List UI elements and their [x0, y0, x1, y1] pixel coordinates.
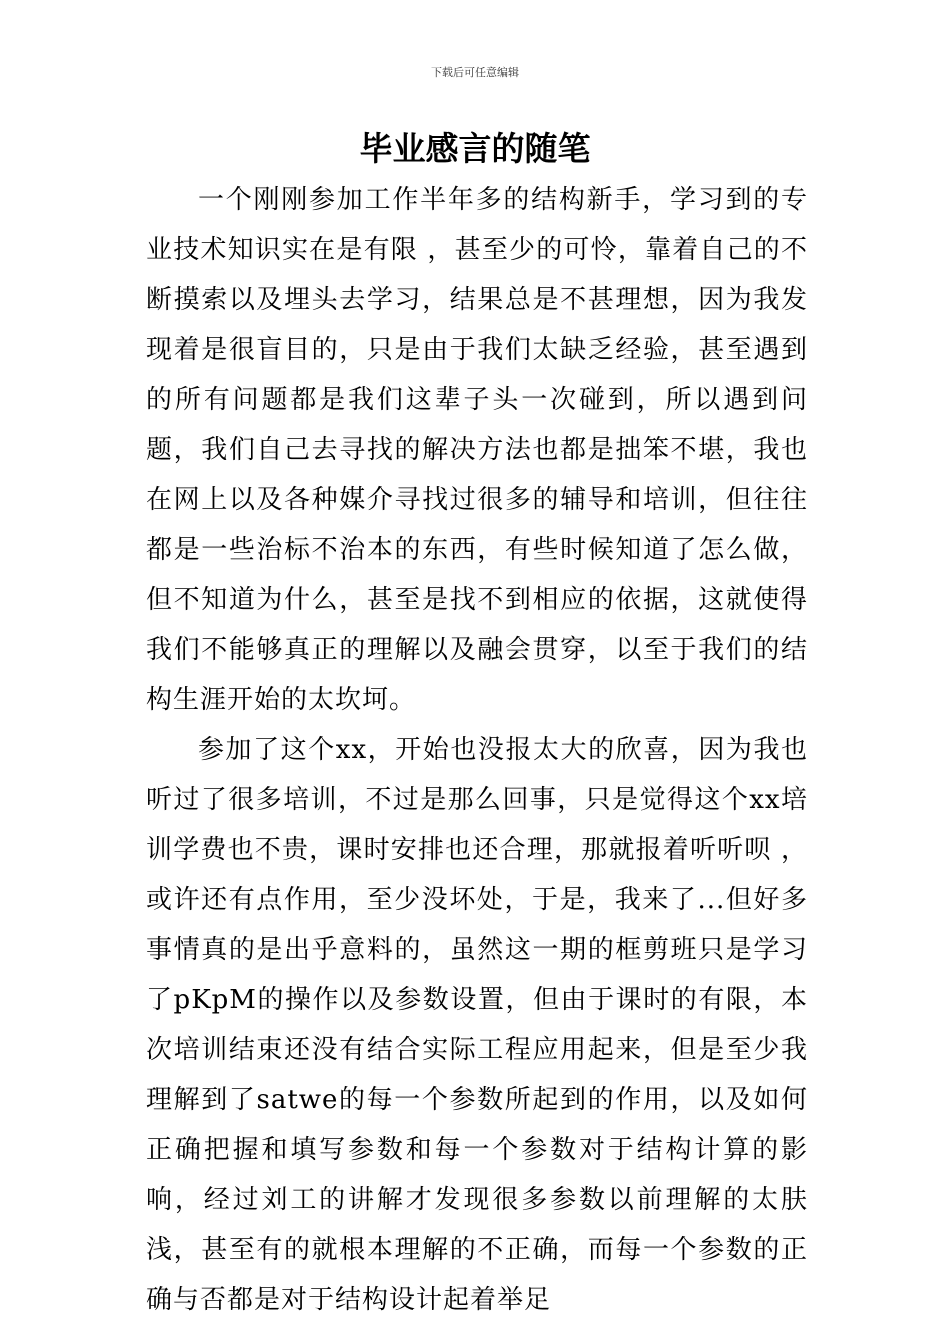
document-title: 毕业感言的随笔 [359, 129, 591, 168]
document-body [146, 175, 808, 1325]
paragraph-1: 一个刚刚参加工作半年多的结构新手，学习到的专业技术知识实在是有限 ，甚至少的可怜，靠着自己的不断摸索以及埋头去学习，结果总是不甚理想，因为我发现着是很盲目的，只是由于我们太缺乏经验，甚至遇到的所有问题都是我们这辈子头一次碰到，所以遇到问题，我们自己去寻找的解决方法也都是拙笨不堪，我也在网上以及各种媒介寻找过很多的辅导和培训，但往往都是一些治标不治本的东西，有些时候知道了怎么做，但不知道为什么，甚至是找不到相应的依据，这就使得我们不能够真正的理解以及融会贯穿，以至于我们的结构生涯开始的太坎坷。 [146, 185, 808, 715]
header-note: 下载后可任意编辑 [431, 66, 519, 79]
paragraph-2: 参加了这个xx，开始也没报太大的欣喜，因为我也听过了很多培训，不过是那么回事，只是觉得这个xx培训学费也不贵，课时安排也还合理，那就报着听听呗 ，或许还有点作用，至少没坏处，于是，我来了...但好多事情真的是出乎意料的，虽然这一期的框剪班只是学习了pKpM的操作以及参数设置，但由于课时的有限，本次培训结束还没有结合实际工程应用起来，但是至少我理解到了satwe的每一个参数所起到的作用，以及如何正确把握和填写参数和每一个参数对于结构计算的影响，经过刘工的讲解才发现很多参数以前理解的太肤浅，甚至有的就根本理解的不正确，而每一个参数的正确与否都是对于结构设计起着举足 [146, 735, 808, 1315]
